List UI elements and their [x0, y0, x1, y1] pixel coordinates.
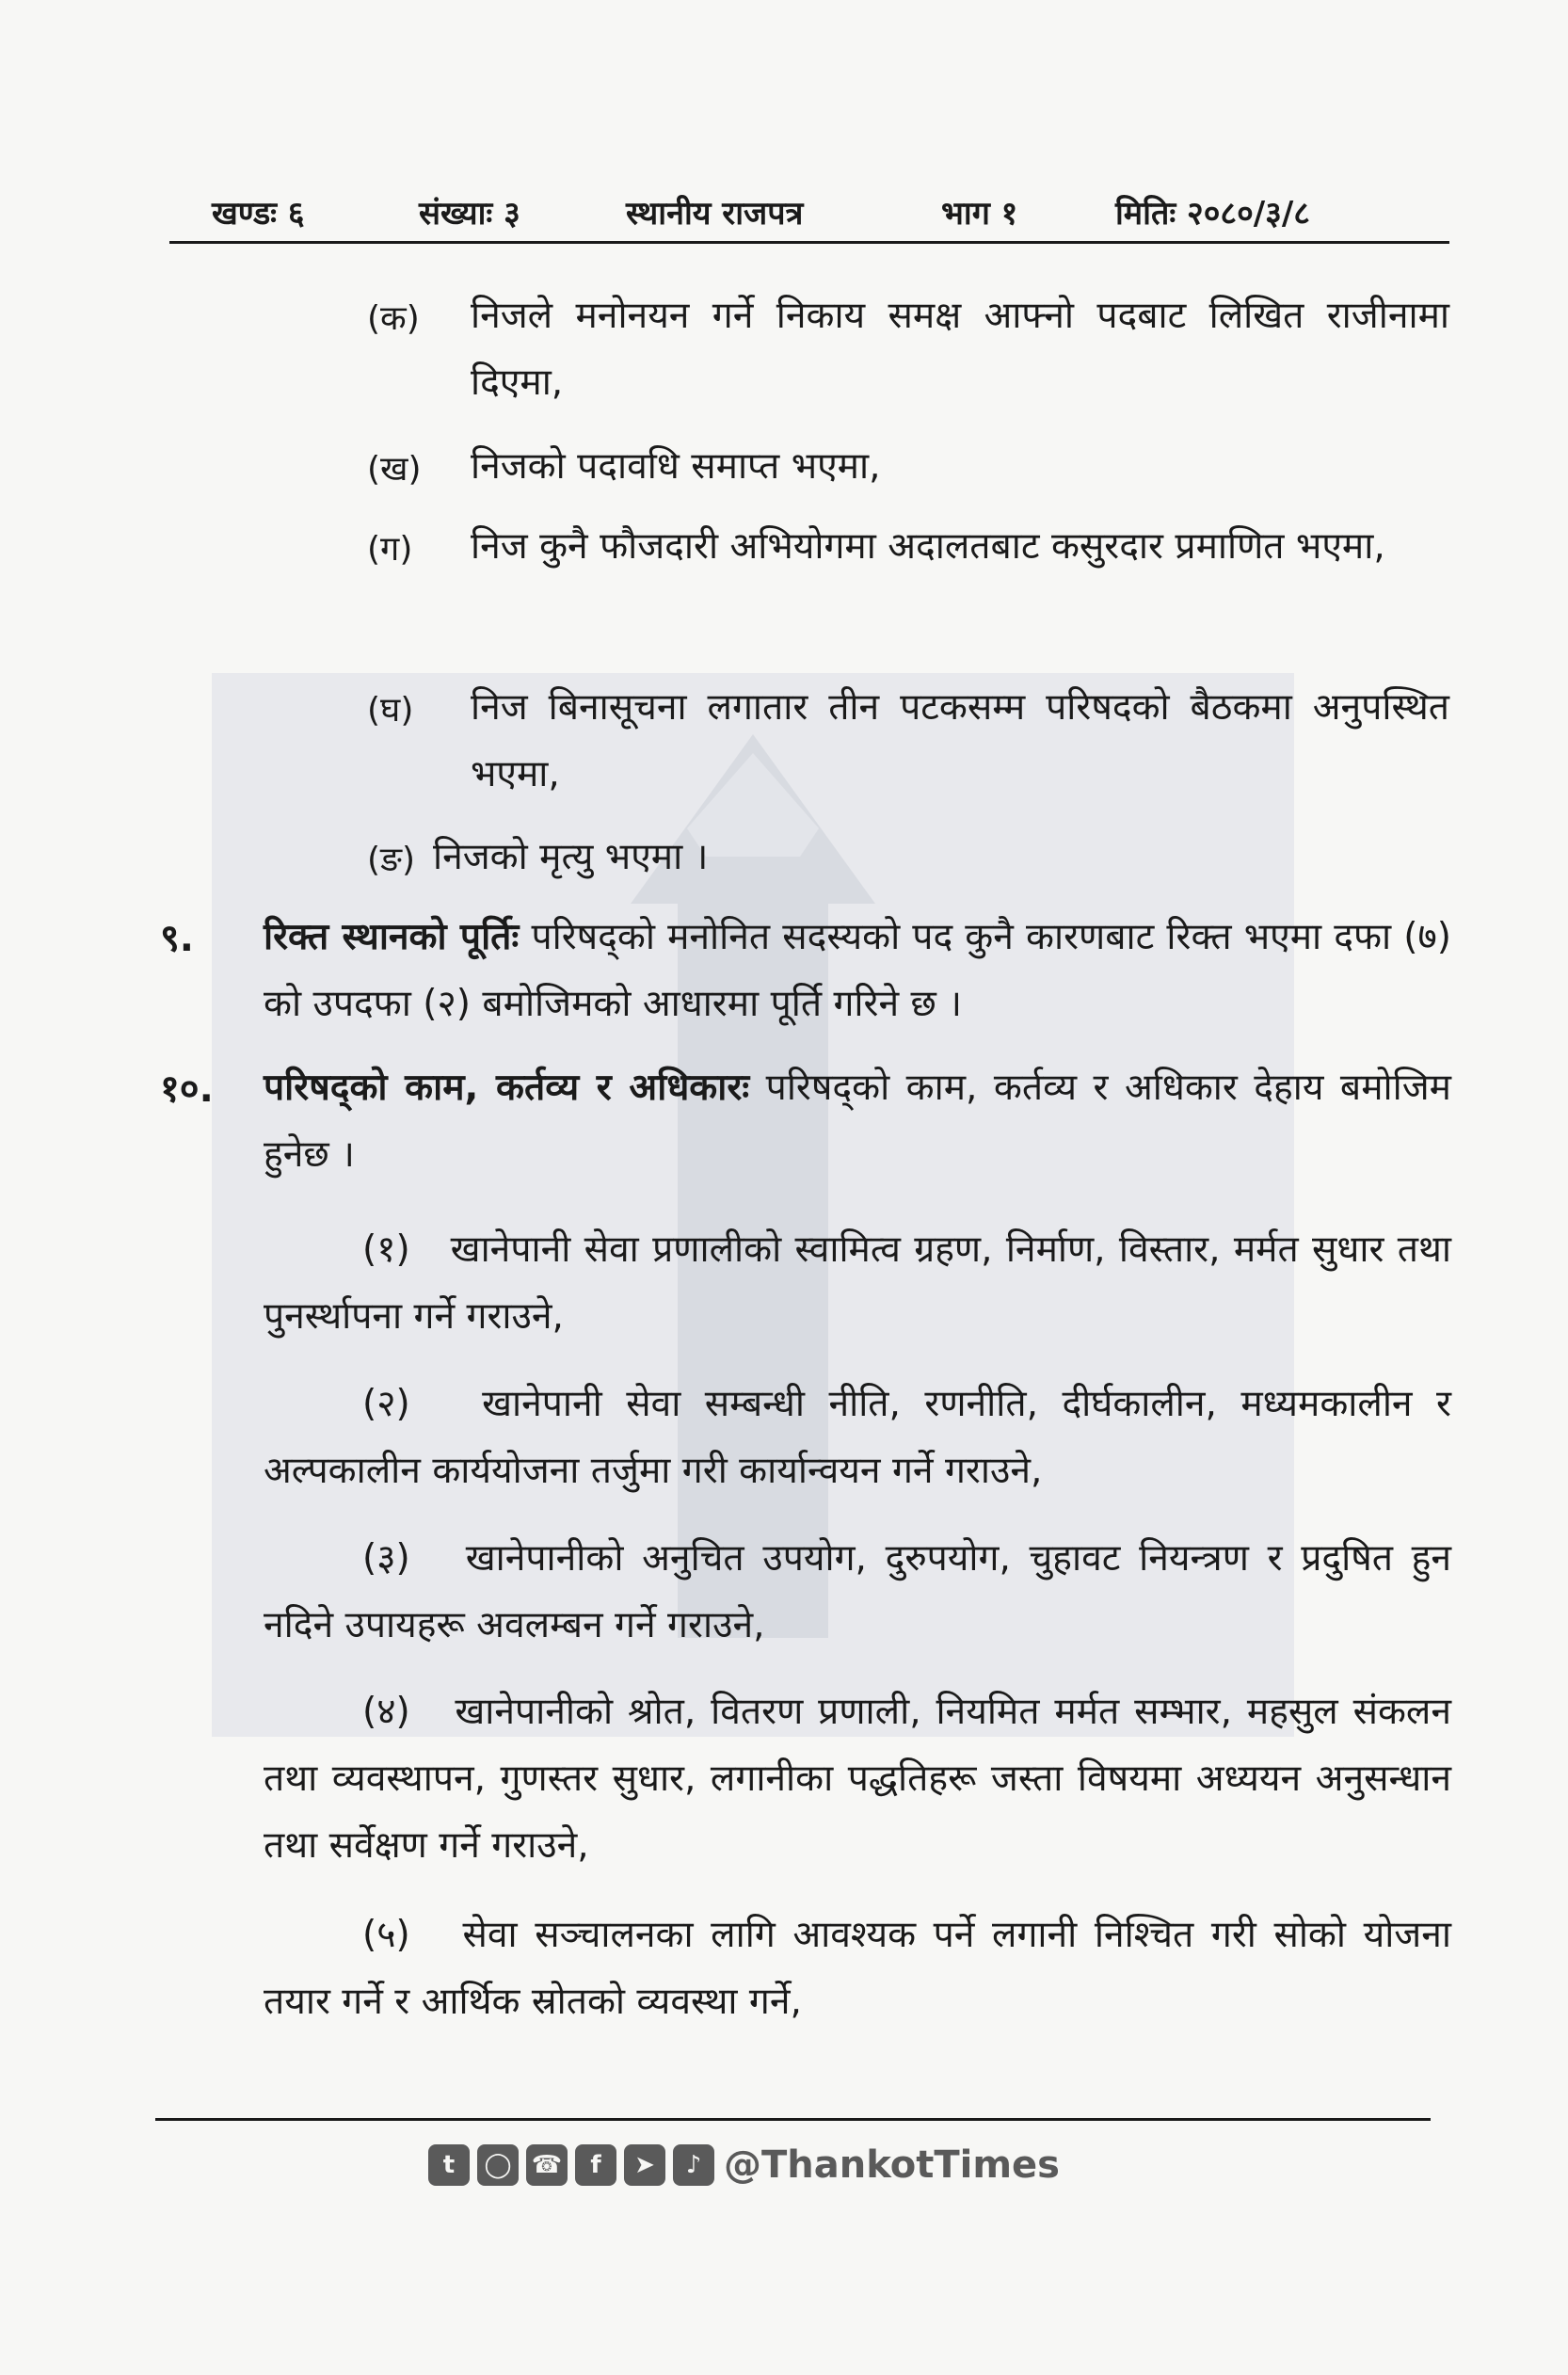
section-number: १०.	[160, 1067, 214, 1111]
item-label: (५)	[362, 1914, 410, 1956]
header-title: स्थानीय राजपत्र	[626, 195, 804, 233]
list-item	[264, 1525, 1451, 1659]
header-part: भाग १	[941, 195, 1018, 233]
item-text: खानेपानी सेवा प्रणालीको स्वामित्व ग्रहण, निर्माण, विस्तार, मर्मत सुधार तथा पुनर्स्थापना गर्ने गराउने,	[264, 1228, 1451, 1338]
clause-text: निजले मनोनयन गर्ने निकाय समक्ष आफ्नो पदबाट लिखित राजीनामा दिएमा,	[471, 295, 1449, 404]
whatsapp-icon[interactable]: ☎	[526, 2144, 568, 2186]
list-item	[264, 1678, 1451, 1879]
section-9-paragraph	[264, 904, 1451, 1037]
facebook-icon[interactable]: f	[575, 2144, 616, 2186]
item-label: (३)	[362, 1537, 410, 1580]
item-label: (१)	[362, 1228, 410, 1271]
item-label: (४)	[362, 1691, 410, 1733]
section-heading: रिक्त स्थानको पूर्तिः	[264, 916, 520, 958]
clause-text: निज कुनै फौजदारी अभियोगमा अदालतबाट कसुरदार प्रमाणित भएमा,	[471, 525, 1385, 568]
gazette-header	[169, 185, 1449, 244]
telegram-icon[interactable]: ➤	[624, 2144, 665, 2186]
clause-label: (ख)	[367, 450, 422, 489]
item-label: (२)	[362, 1383, 410, 1425]
clause-text: निजको पदावधि समाप्त भएमा,	[471, 445, 881, 488]
twitter-icon[interactable]: t	[428, 2144, 470, 2186]
section-heading: परिषद्को काम, कर्तव्य र अधिकारः	[264, 1067, 750, 1109]
item-text: खानेपानीको श्रोत, वितरण प्रणाली, नियमित मर्मत सम्भार, महसुल संकलन तथा व्यवस्थापन, गुणस्तर सुधार, लगानीका पद्धतिहरू जस्ता विषयमा अध्ययन अनुसन्धान तथा सर्वेक्षण गर्ने गराउने,	[264, 1691, 1451, 1867]
section-10-paragraph	[264, 1054, 1451, 1188]
item-text: खानेपानीको अनुचित उपयोग, दुरुपयोग, चुहावट नियन्त्रण र प्रदुषित हुन नदिने उपायहरू अवलम्बन गर्ने गराउने,	[264, 1537, 1451, 1646]
list-item	[264, 1902, 1451, 2035]
item-text: सेवा सञ्चालनका लागि आवश्यक पर्ने लगानी निश्चित गरी सोको योजना तयार गर्ने र आर्थिक स्रोतको व्यवस्था गर्ने,	[264, 1914, 1451, 2023]
list-item	[264, 1216, 1451, 1350]
social-footer	[428, 2142, 1060, 2189]
social-handle[interactable]: @ThankotTimes	[724, 2143, 1060, 2187]
clause-text: निजको मृत्यु भएमा ।	[433, 836, 709, 878]
clause-label: (ग)	[367, 530, 413, 569]
header-section: खण्डः ६	[212, 195, 305, 233]
header-number: संख्याः ३	[419, 195, 520, 233]
header-date: मितिः २०८०/३/८	[1115, 195, 1310, 233]
clause-label: (क)	[367, 299, 420, 338]
tiktok-icon[interactable]: ♪	[673, 2144, 714, 2186]
section-body: परिषद्को काम, कर्तव्य र अधिकार देहाय बमोजिम हुनेछ ।	[264, 1067, 1451, 1176]
list-item	[264, 1371, 1451, 1504]
clause-text: निज बिनासूचना लगातार तीन पटकसम्म परिषदको बैठकमा अनुपस्थित भएमा,	[471, 686, 1449, 795]
clause-label: (घ)	[367, 691, 414, 730]
section-body: परिषद्को मनोनित सदस्यको पद कुनै कारणबाट रिक्त भएमा दफा (७) को उपदफा (२) बमोजिमको आधारमा पूर्ति गरिने छ ।	[264, 916, 1451, 1025]
clause-label: (ङ)	[367, 841, 416, 879]
item-text: खानेपानी सेवा सम्बन्धी नीति, रणनीति, दीर्घकालीन, मध्यमकालीन र अल्पकालीन कार्ययोजना तर्जुमा गरी कार्यान्वयन गर्ने गराउने,	[264, 1383, 1451, 1492]
section-number: ९.	[160, 917, 194, 960]
footer-divider	[155, 2118, 1431, 2121]
instagram-icon[interactable]: ◯	[477, 2144, 519, 2186]
